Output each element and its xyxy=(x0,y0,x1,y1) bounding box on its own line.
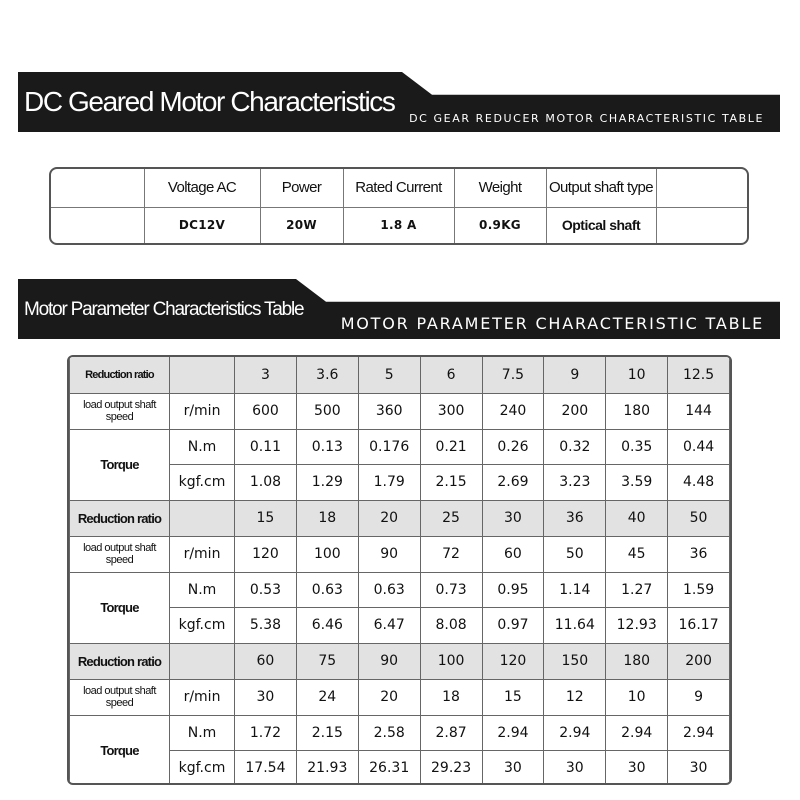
torque-nm-value: 0.63 xyxy=(296,572,358,607)
spec-table xyxy=(49,167,749,245)
torque-nm-value: 0.26 xyxy=(482,429,544,464)
spec-header-weight: Weight xyxy=(454,169,546,207)
empty-cell xyxy=(170,500,235,536)
torque-kgfcm-value: 26.31 xyxy=(358,750,420,785)
torque-kgfcm-value: 5.38 xyxy=(235,607,297,643)
torque-kgfcm-value: 2.69 xyxy=(482,464,544,500)
speed-value: 15 xyxy=(482,679,544,715)
reduction-ratio-label: Reduction ratio xyxy=(70,357,170,393)
spec-value-current: 1.8 A xyxy=(343,207,454,243)
torque-nm-value: 0.95 xyxy=(482,572,544,607)
ratio-value: 200 xyxy=(668,643,730,679)
torque-nm-row xyxy=(70,715,730,750)
torque-kgfcm-value: 6.46 xyxy=(296,607,358,643)
speed-value: 180 xyxy=(606,393,668,429)
speed-value: 72 xyxy=(420,536,482,572)
speed-value: 120 xyxy=(235,536,297,572)
parameter-title: Motor Parameter Characteristics Table xyxy=(24,299,304,320)
torque-nm-value: 2.87 xyxy=(420,715,482,750)
ratio-value: 3 xyxy=(235,357,297,393)
ratio-value: 10 xyxy=(606,357,668,393)
torque-label: Torque xyxy=(70,572,170,643)
speed-value: 50 xyxy=(544,536,606,572)
spec-header-row xyxy=(51,169,747,207)
unit-kgfcm: kgf.cm xyxy=(170,464,235,500)
load-speed-label: load output shaft speed xyxy=(70,536,170,572)
torque-kgfcm-value: 30 xyxy=(482,750,544,785)
speed-value: 36 xyxy=(668,536,730,572)
reduction-ratio-row xyxy=(70,643,730,679)
speed-row xyxy=(70,393,730,429)
ratio-value: 36 xyxy=(544,500,606,536)
torque-kgfcm-value: 3.23 xyxy=(544,464,606,500)
speed-value: 30 xyxy=(235,679,297,715)
torque-nm-value: 0.53 xyxy=(235,572,297,607)
spec-value-shaft: Optical shaft xyxy=(546,207,656,243)
spec-header-cell xyxy=(656,169,747,207)
spec-value-voltage: DC12V xyxy=(144,207,260,243)
speed-value: 90 xyxy=(358,536,420,572)
torque-nm-value: 0.73 xyxy=(420,572,482,607)
torque-label: Torque xyxy=(70,429,170,500)
torque-kgfcm-value: 3.59 xyxy=(606,464,668,500)
torque-kgfcm-value: 11.64 xyxy=(544,607,606,643)
ratio-value: 100 xyxy=(420,643,482,679)
empty-cell xyxy=(170,643,235,679)
load-speed-label: load output shaft speed xyxy=(70,393,170,429)
speed-value: 360 xyxy=(358,393,420,429)
reduction-ratio-row xyxy=(70,357,730,393)
ratio-value: 75 xyxy=(296,643,358,679)
ratio-value: 120 xyxy=(482,643,544,679)
unit-rmin: r/min xyxy=(170,679,235,715)
speed-value: 9 xyxy=(668,679,730,715)
torque-nm-value: 0.32 xyxy=(544,429,606,464)
speed-value: 12 xyxy=(544,679,606,715)
ratio-value: 150 xyxy=(544,643,606,679)
speed-value: 18 xyxy=(420,679,482,715)
speed-value: 300 xyxy=(420,393,482,429)
unit-nm: N.m xyxy=(170,715,235,750)
spec-value-power: 20W xyxy=(260,207,343,243)
speed-value: 240 xyxy=(482,393,544,429)
torque-nm-value: 1.14 xyxy=(544,572,606,607)
torque-kgfcm-value: 0.97 xyxy=(482,607,544,643)
main-title-banner xyxy=(18,72,780,132)
ratio-value: 50 xyxy=(668,500,730,536)
spec-value-cell xyxy=(656,207,747,243)
ratio-value: 5 xyxy=(358,357,420,393)
torque-kgfcm-value: 30 xyxy=(544,750,606,785)
torque-nm-row xyxy=(70,429,730,464)
spec-value-row xyxy=(51,207,747,243)
ratio-value: 90 xyxy=(358,643,420,679)
torque-kgfcm-value: 16.17 xyxy=(668,607,730,643)
torque-kgfcm-value: 17.54 xyxy=(235,750,297,785)
torque-nm-value: 2.94 xyxy=(606,715,668,750)
parameter-table xyxy=(67,355,732,785)
ratio-value: 15 xyxy=(235,500,297,536)
spec-header-power: Power xyxy=(260,169,343,207)
torque-kgfcm-value: 6.47 xyxy=(358,607,420,643)
reduction-ratio-row xyxy=(70,500,730,536)
torque-nm-row xyxy=(70,572,730,607)
ratio-value: 180 xyxy=(606,643,668,679)
torque-kgfcm-value: 1.79 xyxy=(358,464,420,500)
ratio-value: 6 xyxy=(420,357,482,393)
spec-header-voltage: Voltage AC xyxy=(144,169,260,207)
speed-value: 144 xyxy=(668,393,730,429)
spec-value-cell xyxy=(51,207,144,243)
ratio-value: 40 xyxy=(606,500,668,536)
ratio-value: 18 xyxy=(296,500,358,536)
unit-rmin: r/min xyxy=(170,393,235,429)
main-subtitle: DC GEAR REDUCER MOTOR CHARACTERISTIC TABLE xyxy=(409,112,764,125)
speed-value: 60 xyxy=(482,536,544,572)
torque-kgfcm-value: 12.93 xyxy=(606,607,668,643)
torque-nm-value: 0.176 xyxy=(358,429,420,464)
ratio-value: 9 xyxy=(544,357,606,393)
spec-header-cell xyxy=(51,169,144,207)
load-speed-label: load output shaft speed xyxy=(70,679,170,715)
ratio-value: 30 xyxy=(482,500,544,536)
speed-value: 24 xyxy=(296,679,358,715)
torque-kgfcm-value: 21.93 xyxy=(296,750,358,785)
torque-nm-value: 0.35 xyxy=(606,429,668,464)
torque-nm-value: 2.94 xyxy=(668,715,730,750)
spec-header-current: Rated Current xyxy=(343,169,454,207)
speed-value: 10 xyxy=(606,679,668,715)
torque-kgfcm-value: 29.23 xyxy=(420,750,482,785)
torque-label: Torque xyxy=(70,715,170,785)
speed-value: 200 xyxy=(544,393,606,429)
unit-nm: N.m xyxy=(170,572,235,607)
speed-row xyxy=(70,679,730,715)
main-title: DC Geared Motor Characteristics xyxy=(24,86,395,117)
torque-kgfcm-value: 4.48 xyxy=(668,464,730,500)
ratio-value: 20 xyxy=(358,500,420,536)
ratio-value: 12.5 xyxy=(668,357,730,393)
torque-nm-value: 1.59 xyxy=(668,572,730,607)
torque-kgfcm-value: 2.15 xyxy=(420,464,482,500)
parameter-subtitle: MOTOR PARAMETER CHARACTERISTIC TABLE xyxy=(340,314,764,333)
unit-kgfcm: kgf.cm xyxy=(170,750,235,785)
ratio-value: 60 xyxy=(235,643,297,679)
torque-kgfcm-value: 1.08 xyxy=(235,464,297,500)
parameter-title-banner xyxy=(18,279,780,339)
reduction-ratio-label: Reduction ratio xyxy=(70,500,170,536)
empty-cell xyxy=(170,357,235,393)
speed-value: 500 xyxy=(296,393,358,429)
torque-kgfcm-value: 30 xyxy=(668,750,730,785)
unit-rmin: r/min xyxy=(170,536,235,572)
torque-kgfcm-value: 30 xyxy=(606,750,668,785)
speed-value: 45 xyxy=(606,536,668,572)
torque-nm-value: 0.11 xyxy=(235,429,297,464)
speed-row xyxy=(70,536,730,572)
unit-nm: N.m xyxy=(170,429,235,464)
ratio-value: 7.5 xyxy=(482,357,544,393)
ratio-value: 25 xyxy=(420,500,482,536)
ratio-value: 3.6 xyxy=(296,357,358,393)
unit-kgfcm: kgf.cm xyxy=(170,607,235,643)
torque-nm-value: 0.63 xyxy=(358,572,420,607)
spec-value-weight: 0.9KG xyxy=(454,207,546,243)
torque-nm-value: 1.27 xyxy=(606,572,668,607)
torque-nm-value: 0.13 xyxy=(296,429,358,464)
torque-nm-value: 2.94 xyxy=(482,715,544,750)
speed-value: 100 xyxy=(296,536,358,572)
spec-header-shaft: Output shaft type xyxy=(546,169,656,207)
torque-kgfcm-value: 8.08 xyxy=(420,607,482,643)
torque-kgfcm-value: 1.29 xyxy=(296,464,358,500)
reduction-ratio-label: Reduction ratio xyxy=(70,643,170,679)
torque-nm-value: 2.15 xyxy=(296,715,358,750)
torque-nm-value: 0.21 xyxy=(420,429,482,464)
torque-nm-value: 1.72 xyxy=(235,715,297,750)
torque-nm-value: 2.94 xyxy=(544,715,606,750)
torque-nm-value: 2.58 xyxy=(358,715,420,750)
torque-nm-value: 0.44 xyxy=(668,429,730,464)
speed-value: 600 xyxy=(235,393,297,429)
speed-value: 20 xyxy=(358,679,420,715)
